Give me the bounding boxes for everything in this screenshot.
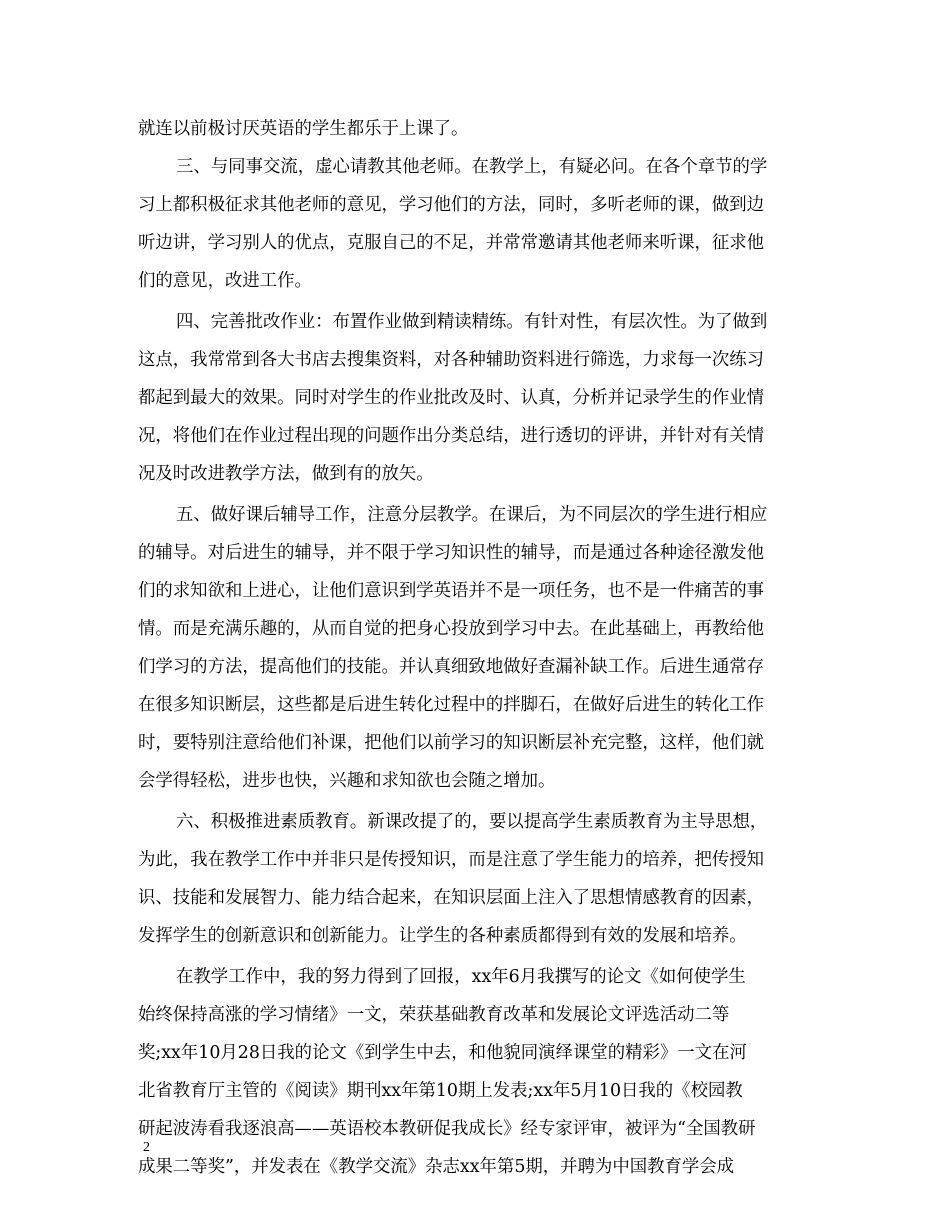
text-line: 奖;xx年10月28日我的论文《到学生中去，和他貌同演绎课堂的精彩》一文在河 — [138, 1043, 747, 1063]
page-number: 2 — [143, 1140, 150, 1155]
text-line: 况及时改进教学方法，做到有的放矢。 — [138, 464, 434, 484]
text-line: 都起到最大的效果。同时对学生的作业批改及时、认真，分析并记录学生的作业情 — [138, 388, 765, 408]
text-line: 北省教育厅主管的《阅读》期刊xx年第10期上发表;xx年5月10日我的《校园教 — [138, 1081, 743, 1101]
text-line: 们学习的方法，提高他们的技能。并认真细致地做好查漏补缺工作。后进生通常存 — [138, 657, 765, 677]
text-line: 况，将他们在作业过程出现的问题作出分类总结，进行透切的评讲，并针对有关情 — [138, 426, 765, 446]
text-line: 会学得轻松，进步也快，兴趣和求知欲也会随之增加。 — [138, 771, 556, 791]
text-line: 们的意见，改进工作。 — [138, 271, 312, 291]
text-line: 情。而是充满乐趣的，从而自觉的把身心投放到学习中去。在此基础上，再教给他 — [138, 619, 765, 639]
paragraph-first-line: 五、做好课后辅导工作，注意分层教学。在课后，为不同层次的学生进行相应 — [176, 505, 768, 525]
paragraph-first-line: 在教学工作中，我的努力得到了回报，xx年6月我撰写的论文《如何使学生 — [176, 967, 746, 987]
text-line: 时，要特别注意给他们补课，把他们以前学习的知识断层补充完整，这样，他们就 — [138, 733, 765, 753]
text-line: 的辅导。对后进生的辅导，并不限于学习知识性的辅导，而是通过各种途径激发他 — [138, 543, 765, 563]
text-line: 成果二等奖”，并发表在《教学交流》杂志xx年第5期，并聘为中国教育学会成 — [138, 1157, 735, 1177]
text-line: 听边讲，学习别人的优点，克服自己的不足，并常常邀请其他老师来听课，征求他 — [138, 233, 765, 253]
text-line: 在很多知识断层，这些都是后进生转化过程中的拌脚石，在做好后进生的转化工作 — [138, 695, 765, 715]
text-line: 研起波涛看我逐浪高——英语校本教研促我成长》经专家评审，被评为“全国教研 — [138, 1119, 756, 1139]
text-line: 习上都积极征求其他老师的意见，学习他们的方法，同时，多听老师的课，做到边 — [138, 195, 765, 215]
text-line: 这点，我常常到各大书店去搜集资料，对各种辅助资料进行筛选，力求每一次练习 — [138, 350, 765, 370]
text-line: 们的求知欲和上进心，让他们意识到学英语并不是一项任务，也不是一件痛苦的事 — [138, 581, 765, 601]
paragraph-first-line: 六、积极推进素质教育。新课改提了的，要以提高学生素质教育为主导思想， — [176, 812, 768, 832]
paragraph-first-line: 四、完善批改作业：布置作业做到精读精练。有针对性，有层次性。为了做到 — [176, 312, 768, 332]
paragraph-first-line: 三、与同事交流，虚心请教其他老师。在教学上，有疑必问。在各个章节的学 — [176, 157, 768, 177]
text-line: 识、技能和发展智力、能力结合起来，在知识层面上注入了思想情感教育的因素， — [138, 888, 765, 908]
text-line: 始终保持高涨的学习情绪》一文，荣获基础教育改革和发展论文评选活动二等 — [138, 1005, 730, 1025]
text-line: 就连以前极讨厌英语的学生都乐于上课了。 — [138, 119, 469, 139]
text-line: 为此，我在教学工作中并非只是传授知识，而是注意了学生能力的培养，把传授知 — [138, 850, 765, 870]
text-line: 发挥学生的创新意识和创新能力。让学生的各种素质都得到有效的发展和培养。 — [138, 926, 747, 946]
